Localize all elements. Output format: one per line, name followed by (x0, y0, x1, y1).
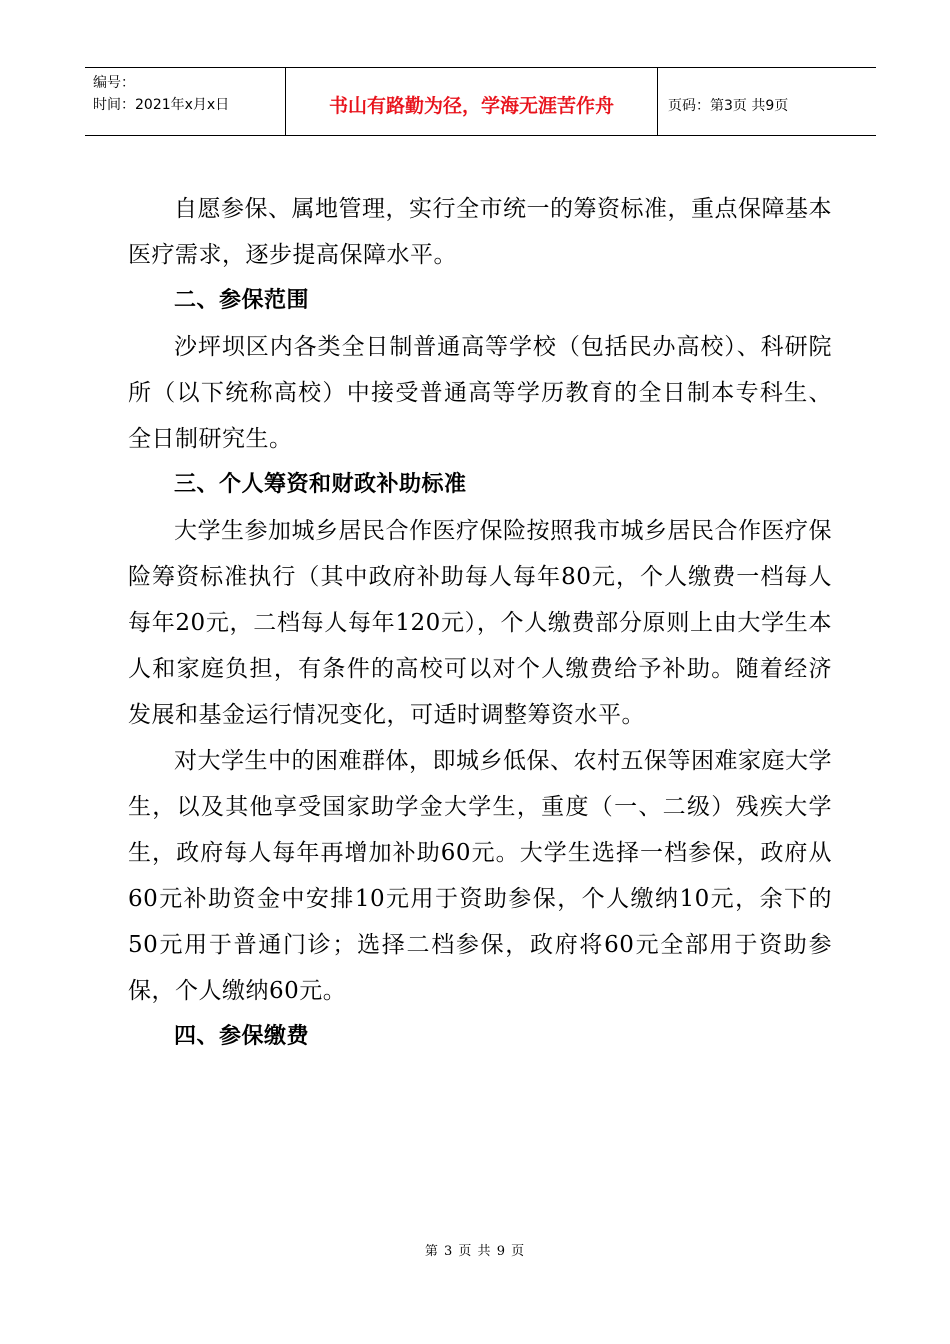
document-body (128, 186, 832, 1060)
header-page-info: 页码：第3页 共9页 (668, 97, 789, 114)
section-heading-4: 四、参保缴费 (174, 1024, 310, 1049)
paragraph-4: 对大学生中的困难群体，即城乡低保、农村五保等困难家庭大学生，以及其他享受国家助学金大学生，重度（一、二级）残疾大学生，政府每人每年再增加补助60元。大学生选择一档参保，政府从60元补助资金中安排10元用于资助参保，个人缴纳10元，余下的50元用于普通门诊；选择二档参保，政府将60元全部用于资助参保，个人缴纳60元。 (128, 748, 832, 1004)
paragraph-1: 自愿参保、属地管理，实行全市统一的筹资标准，重点保障基本医疗需求，逐步提高保障水平。 (128, 196, 832, 268)
page-header (85, 67, 876, 136)
paragraph-3: 大学生参加城乡居民合作医疗保险按照我市城乡居民合作医疗保险筹资标准执行（其中政府补助每人每年80元，个人缴费一档每人每年20元，二档每人每年120元），个人缴费部分原则上由大学生本人和家庭负担，有条件的高校可以对个人缴费给予补助。随着经济发展和基金运行情况变化，可适时调整筹资水平。 (128, 518, 832, 728)
section-heading-2: 二、参保范围 (174, 288, 310, 313)
header-meta (85, 68, 286, 135)
time-label: 时间：2021年x月x日 (93, 97, 230, 113)
page-footer: 第 3 页 共 9 页 (424, 1244, 526, 1259)
code-label: 编号： (93, 75, 135, 91)
header-motto: 书山有路勤为径，学海无涯苦作舟 (286, 68, 658, 135)
section-heading-3: 三、个人筹资和财政补助标准 (174, 472, 467, 497)
paragraph-2: 沙坪坝区内各类全日制普通高等学校（包括民办高校）、科研院所（以下统称高校）中接受普通高等学历教育的全日制本专科生、全日制研究生。 (128, 334, 832, 452)
